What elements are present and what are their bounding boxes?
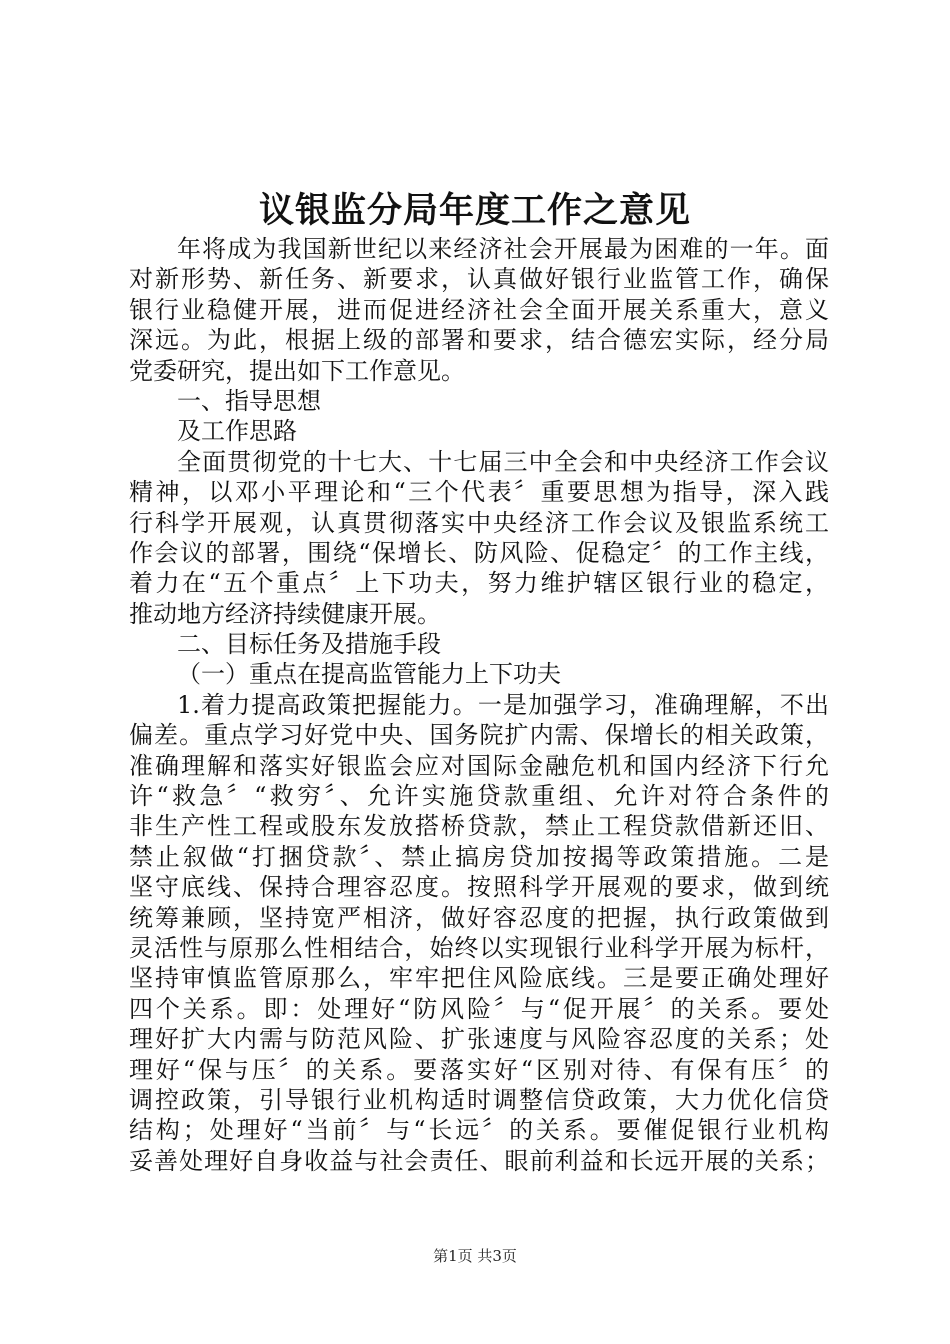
body-text-line: 全面贯彻党的十七大、十七届三中全会和中央经济工作会议 [177,447,829,476]
body-text-line: 偏差。重点学习好党中央、国务院扩内需、保增长的相关政策， [129,721,829,750]
body-text-line: 银行业稳健开展，进而促进经济社会全面开展关系重大，意义 [129,295,829,324]
body-text-line: 深远。为此，根据上级的部署和要求，结合德宏实际，经分局 [129,326,829,355]
body-text-line: 坚守底线、保持合理容忍度。按照科学开展观的要求，做到统 [129,873,829,902]
body-text-line: 着力在“五个重点〞上下功夫，努力维护辖区银行业的稳定， [129,569,829,598]
body-text-line: 结构；处理好“当前〞与“长远〞的关系。要催促银行业机构 [129,1116,829,1145]
body-text-line: 推动地方经济持续健康开展。 [129,599,441,628]
body-text-line: 非生产性工程或股东发放搭桥贷款，禁止工程贷款借新还旧、 [129,812,829,841]
body-text-line: 理好扩大内需与防范风险、扩张速度与风险容忍度的关系；处 [129,1025,829,1054]
document-body [129,234,829,1176]
body-text-line: 准确理解和落实好银监会应对国际金融危机和国内经济下行允 [129,751,829,780]
body-text-line: 及工作思路 [177,417,297,446]
body-text-line: 对新形势、新任务、新要求，认真做好银行业监管工作，确保 [129,265,829,294]
body-text-line: 年将成为我国新世纪以来经济社会开展最为困难的一年。面 [177,235,829,263]
body-text-line: 调控政策，引导银行业机构适时调整信贷政策，大力优化信贷 [129,1085,829,1114]
body-text-line: 行科学开展观，认真贯彻落实中央经济工作会议及银监系统工 [129,508,829,537]
body-text-line: 一、指导思想 [177,386,321,415]
body-text-line: 理好“保与压〞的关系。要落实好“区别对待、有保有压〞的 [129,1055,829,1084]
body-text-line: 1.着力提高政策把握能力。一是加强学习，准确理解，不出 [177,690,829,719]
body-text-line: 灵活性与原那么性相结合，始终以实现银行业科学开展为标杆， [129,933,829,962]
body-text-line: 许“救急〞“救穷〞、允许实施贷款重组、允许对符合条件的 [129,782,829,811]
body-text-line: 精神，以邓小平理论和“三个代表〞重要思想为指导，深入践 [129,478,829,507]
body-text-line: （一）重点在提高监管能力上下功夫 [177,660,561,689]
body-text-line: 禁止叙做“打捆贷款〞、禁止搞房贷加按揭等政策措施。二是 [129,842,829,871]
body-text-line: 二、目标任务及措施手段 [177,630,441,659]
body-text-line: 作会议的部署，围绕“保增长、防风险、促稳定〞的工作主线， [129,538,829,567]
page-number-footer: 第1页 共3页 [433,1247,517,1265]
body-text-line: 四个关系。即：处理好“防风险〞与“促开展〞的关系。要处 [129,994,829,1023]
body-text-line: 统筹兼顾，坚持宽严相济，做好容忍度的把握，执行政策做到 [129,903,829,932]
document-title: 议银监分局年度工作之意见 [258,190,691,231]
body-text-line: 党委研究，提出如下工作意见。 [129,356,465,385]
body-text-line: 妥善处理好自身收益与社会责任、眼前利益和长远开展的关系； [129,1146,829,1175]
body-text-line: 坚持审慎监管原那么，牢牢把住风险底线。三是要正确处理好 [129,964,829,993]
